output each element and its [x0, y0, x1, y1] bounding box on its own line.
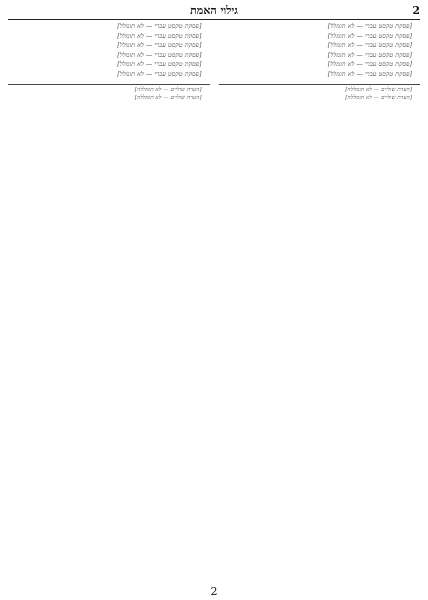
- paragraph: [פסקת טקסט עברי — לא תומלל]: [117, 23, 202, 30]
- running-header: [8, 4, 420, 18]
- paragraph: [פסקת טקסט עברי — לא תומלל]: [117, 41, 202, 50]
- right-column: [219, 23, 421, 578]
- page-footer-number: 2: [210, 585, 218, 598]
- footnote: [הערת שוליים — לא תומללה]: [134, 86, 202, 93]
- footnote-divider: [8, 84, 210, 85]
- paragraph: [פסקת טקסט עברי — לא תומלל]: [117, 69, 202, 78]
- header-page-number: 2: [412, 4, 420, 17]
- paragraph: [פסקת טקסט עברי — לא תומלל]: [327, 41, 412, 50]
- footnote-divider: [219, 84, 421, 85]
- footnote: [הערת שוליים — לא תומללה]: [345, 94, 412, 101]
- paragraph: [פסקת טקסט עברי — לא תומלל]: [117, 60, 202, 69]
- paragraph: [פסקת טקסט עברי — לא תומלל]: [327, 60, 412, 69]
- paragraph: [פסקת טקסט עברי — לא תומלל]: [327, 31, 412, 40]
- paragraph: [פסקת טקסט עברי — לא תומלל]: [327, 69, 412, 78]
- header-title: גילוי האמת: [190, 4, 238, 17]
- right-column-body: [219, 23, 421, 81]
- text-columns: [8, 23, 420, 578]
- paragraph: [פסקת טקסט עברי — לא תומלל]: [327, 23, 412, 30]
- paragraph: [פסקת טקסט עברי — לא תומלל]: [117, 31, 202, 40]
- header-rule: [8, 19, 420, 20]
- paragraph: [פסקת טקסט עברי — לא תומלל]: [327, 50, 412, 59]
- footnote: [הערת שוליים — לא תומללה]: [134, 94, 202, 101]
- left-column-body: [8, 23, 210, 81]
- left-column-footnotes: [8, 87, 210, 103]
- right-column-footnotes: [219, 87, 421, 103]
- left-column: [8, 23, 210, 578]
- footnote: [הערת שוליים — לא תומללה]: [345, 86, 412, 93]
- paragraph: [פסקת טקסט עברי — לא תומלל]: [117, 50, 202, 59]
